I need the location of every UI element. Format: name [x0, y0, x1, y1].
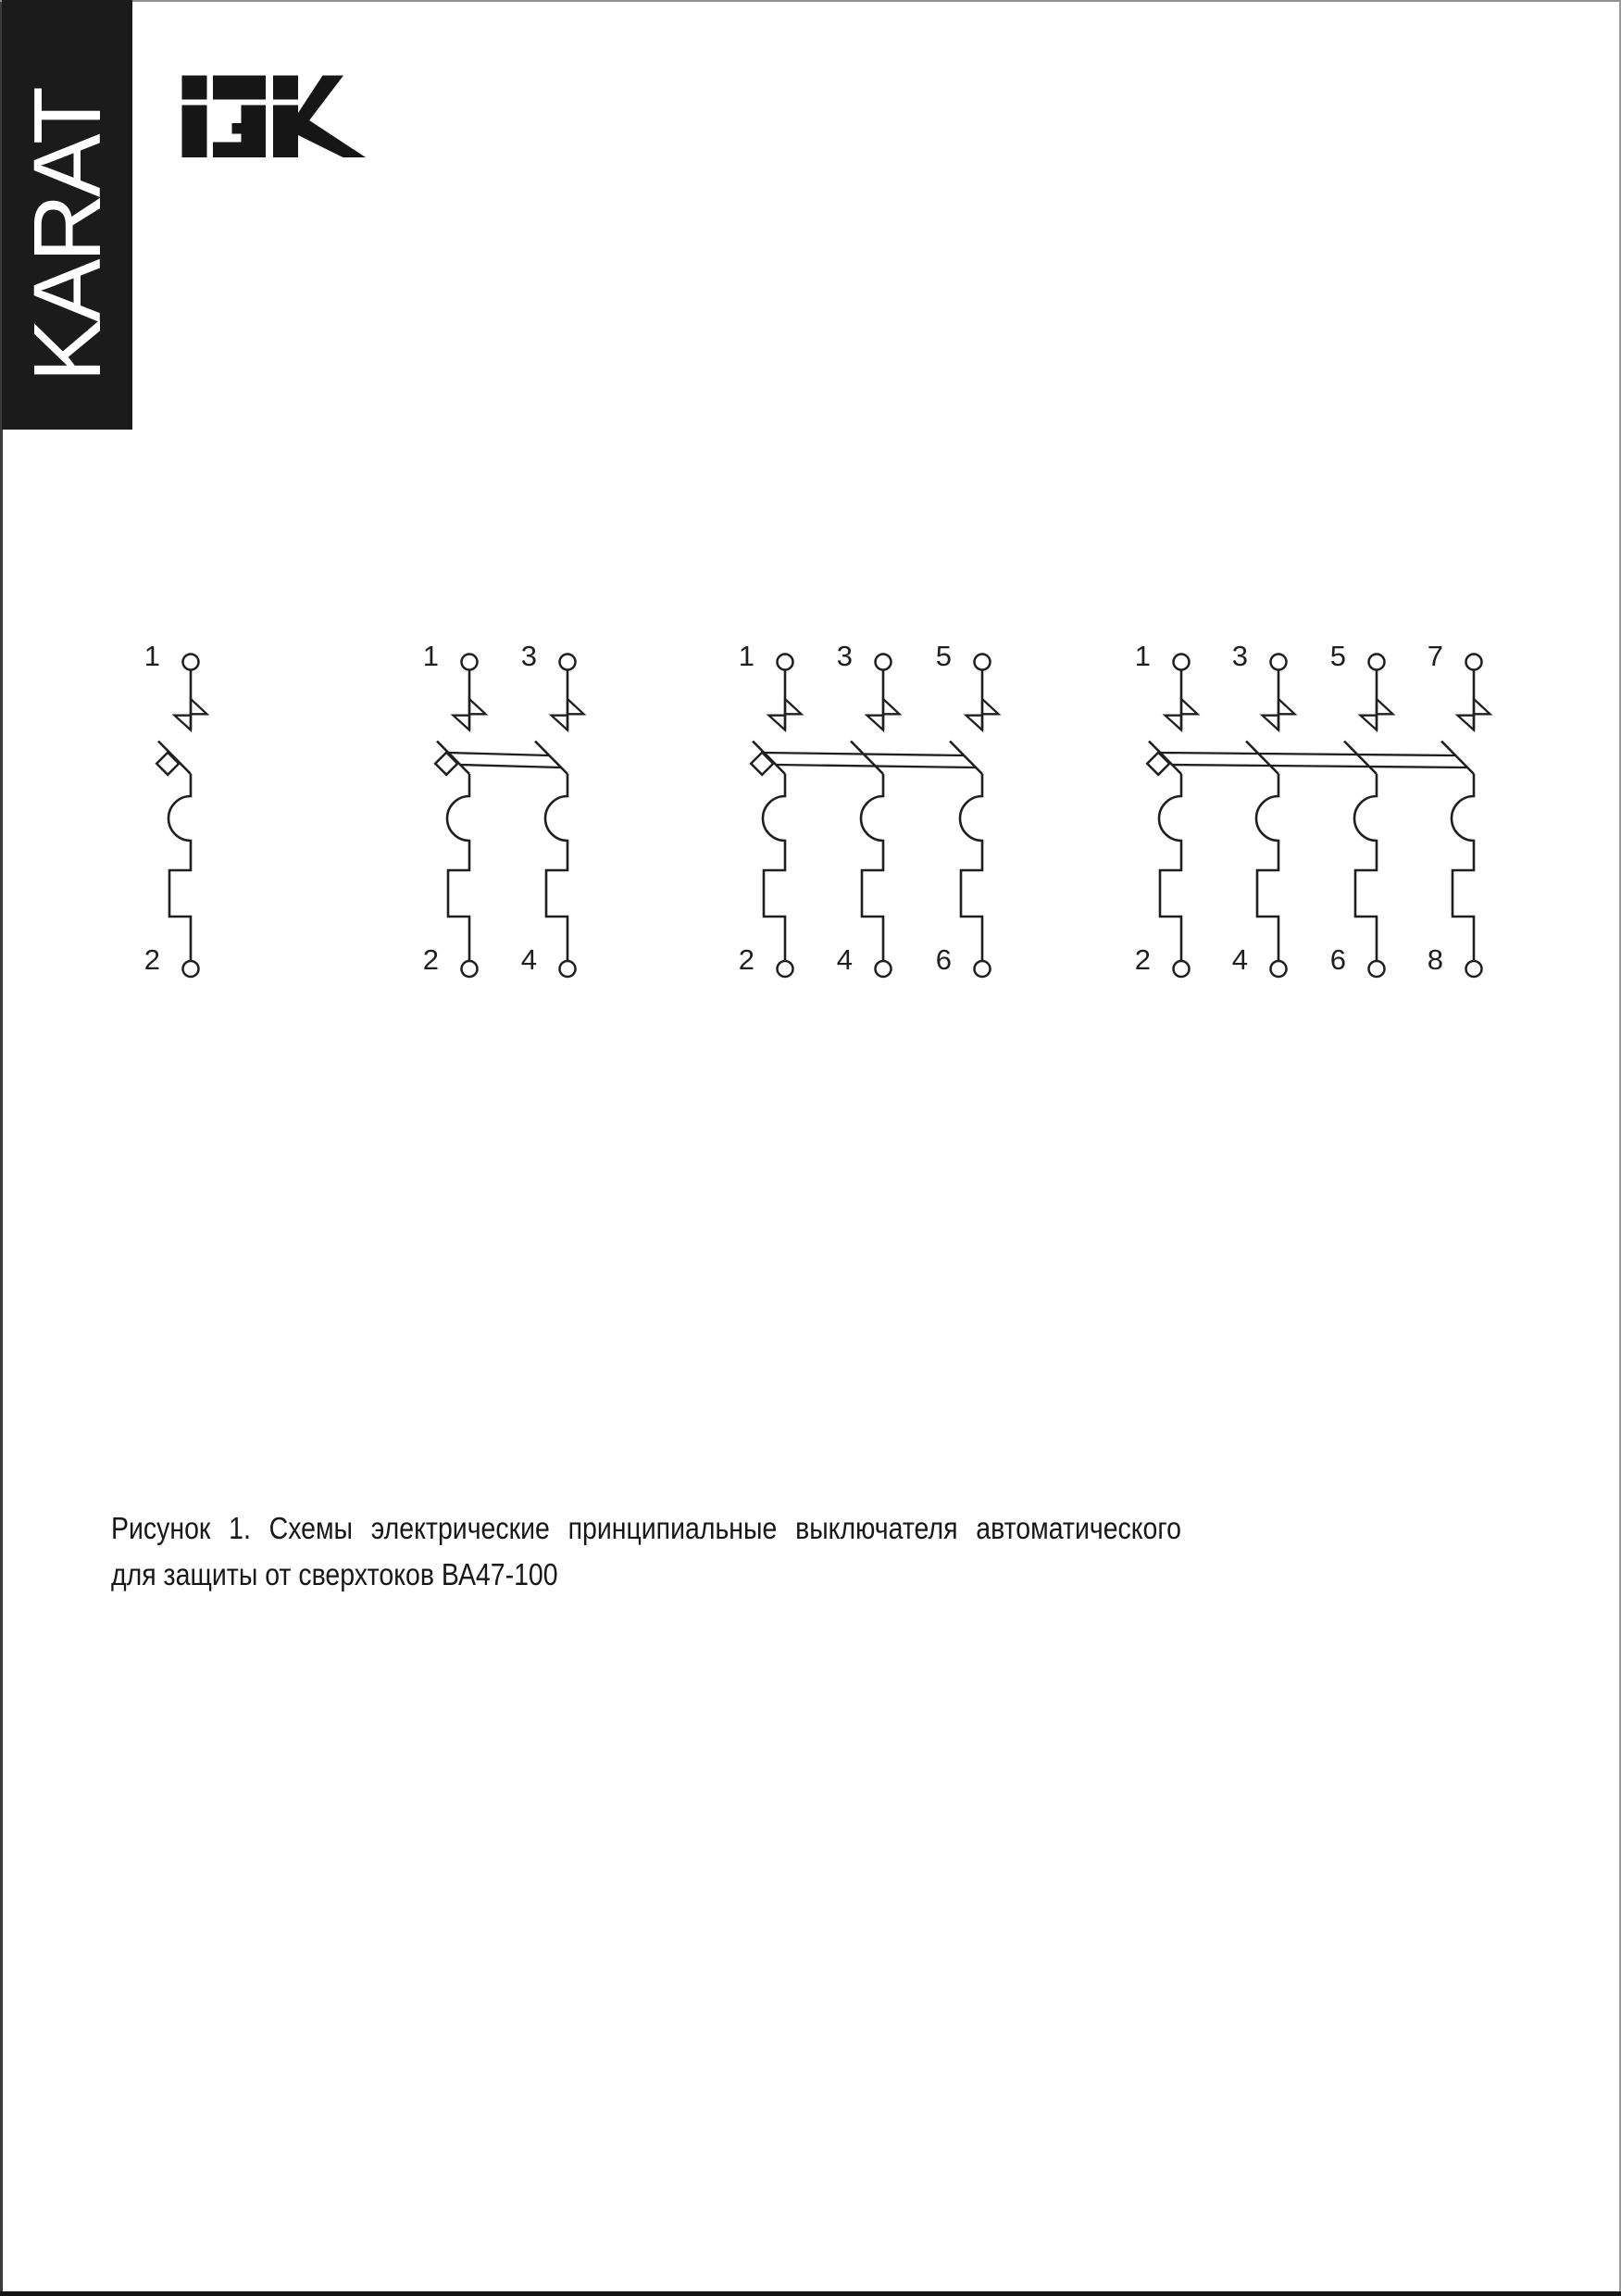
top-terminal-circle: [778, 655, 793, 670]
page-edge-top: [0, 0, 1621, 2]
logo-e-mid: [232, 123, 243, 134]
release-arrow-upper-triangle: [191, 699, 207, 714]
figure-caption-line1: Рисунок 1. Схемы электрические принципиальные выключателя автоматического: [111, 1512, 1181, 1546]
bottom-terminal-label: 6: [935, 943, 952, 976]
release-arrow-lower-triangle: [552, 716, 568, 730]
release-arrow-upper-triangle: [1377, 699, 1393, 714]
pole-body-coil-and-thermal: [1256, 774, 1278, 961]
release-arrow-lower-triangle: [1263, 716, 1279, 730]
auto-release-square: [751, 753, 773, 775]
release-arrow-upper-triangle: [1474, 699, 1490, 714]
top-terminal-label: 5: [1329, 640, 1346, 672]
linkage-bar-upper: [1160, 753, 1455, 755]
bottom-terminal-label: 4: [836, 943, 853, 976]
bottom-terminal-circle: [560, 961, 576, 977]
figure-caption-line2: для защиты от сверхтоков ВА47-100: [111, 1558, 558, 1592]
top-terminal-circle: [560, 655, 576, 670]
pole: [739, 640, 802, 977]
pole-body-coil-and-thermal: [1159, 774, 1181, 961]
bottom-terminal-label: 2: [1134, 943, 1151, 976]
logo-e-top: [213, 76, 266, 100]
top-terminal-label: 5: [935, 640, 952, 672]
diagram-1-pole: [144, 640, 207, 977]
pole-body-coil-and-thermal: [861, 774, 883, 961]
auto-release-square: [1147, 753, 1169, 775]
pole: [1135, 640, 1198, 977]
pole-body-coil-and-thermal: [447, 774, 469, 961]
release-arrow-upper-triangle: [982, 699, 999, 714]
karat-banner: [2, 0, 132, 430]
logo-i-dot: [182, 76, 207, 100]
release-arrow-upper-triangle: [469, 699, 486, 714]
switch-blade: [535, 742, 567, 775]
top-terminal-label: 1: [1134, 640, 1151, 672]
pole: [837, 640, 900, 977]
release-arrow-lower-triangle: [1166, 716, 1182, 730]
page-edge-bottom: [0, 2291, 1621, 2296]
diagram-4-pole: [1135, 640, 1490, 977]
bottom-terminal-circle: [1466, 961, 1482, 977]
top-terminal-circle: [462, 655, 478, 670]
bottom-terminal-circle: [1369, 961, 1385, 977]
logo-i-stem: [182, 106, 207, 158]
switch-blade: [851, 742, 883, 775]
top-terminal-circle: [975, 655, 991, 670]
release-arrow-upper-triangle: [1181, 699, 1198, 714]
release-arrow-lower-triangle: [454, 716, 470, 730]
bottom-terminal-label: 4: [1231, 943, 1248, 976]
breaker-schematics-figure: [83, 630, 1583, 1000]
top-terminal-label: 3: [1231, 640, 1248, 672]
top-terminal-circle: [1466, 655, 1482, 670]
pole: [144, 640, 207, 977]
release-arrow-upper-triangle: [567, 699, 584, 714]
top-terminal-label: 7: [1427, 640, 1443, 672]
release-arrow-upper-triangle: [785, 699, 802, 714]
bottom-terminal-label: 2: [422, 943, 439, 976]
linkage-bar-lower: [460, 765, 561, 767]
pole-body-coil-and-thermal: [1354, 774, 1377, 961]
pole-body-coil-and-thermal: [168, 774, 191, 961]
switch-blade: [1246, 742, 1278, 775]
bottom-terminal-circle: [1174, 961, 1190, 977]
pole: [521, 640, 584, 977]
release-arrow-lower-triangle: [867, 716, 884, 730]
top-terminal-circle: [183, 655, 199, 670]
bottom-terminal-label: 8: [1427, 943, 1443, 976]
top-terminal-label: 1: [422, 640, 439, 672]
linkage-bar-lower: [1172, 765, 1467, 767]
logo-k-top: [273, 76, 298, 100]
bottom-terminal-label: 2: [738, 943, 754, 976]
pole: [423, 640, 486, 977]
iek-logo-glyphs: [182, 76, 367, 158]
pole-body-coil-and-thermal: [960, 774, 982, 961]
pole-body-coil-and-thermal: [763, 774, 785, 961]
iek-logo: [171, 65, 366, 162]
top-terminal-label: 3: [836, 640, 853, 672]
auto-release-square: [435, 753, 457, 775]
bottom-terminal-circle: [975, 961, 991, 977]
release-arrow-lower-triangle: [175, 716, 192, 730]
logo-e-bottom: [213, 143, 266, 158]
release-arrow-lower-triangle: [966, 716, 983, 730]
release-arrow-lower-triangle: [1361, 716, 1378, 730]
pole-body-coil-and-thermal: [1452, 774, 1474, 961]
pole: [1428, 640, 1490, 977]
bottom-terminal-circle: [778, 961, 793, 977]
top-terminal-label: 1: [738, 640, 754, 672]
diagram-3-pole: [739, 640, 999, 977]
pole: [1232, 640, 1295, 977]
pole-body-coil-and-thermal: [545, 774, 567, 961]
bottom-terminal-circle: [183, 961, 199, 977]
pole: [936, 640, 999, 977]
top-terminal-label: 1: [143, 640, 160, 672]
bottom-terminal-circle: [1271, 961, 1287, 977]
switch-blade: [950, 742, 982, 775]
release-arrow-upper-triangle: [883, 699, 900, 714]
switch-blade: [1441, 742, 1474, 775]
bottom-terminal-circle: [462, 961, 478, 977]
release-arrow-upper-triangle: [1278, 699, 1295, 714]
release-arrow-lower-triangle: [769, 716, 786, 730]
bottom-terminal-label: 4: [520, 943, 537, 976]
bottom-terminal-circle: [876, 961, 892, 977]
linkage-bar-upper: [448, 753, 549, 755]
top-terminal-circle: [876, 655, 892, 670]
auto-release-square: [156, 753, 179, 775]
top-terminal-circle: [1369, 655, 1385, 670]
top-terminal-label: 3: [520, 640, 537, 672]
bottom-terminal-label: 6: [1329, 943, 1346, 976]
figure-caption: [111, 1506, 1181, 1599]
logo-k-stem: [273, 106, 298, 158]
switch-blade: [1344, 742, 1377, 775]
diagram-2-pole: [423, 640, 584, 977]
karat-banner-label: KARAT: [14, 90, 120, 382]
top-terminal-circle: [1174, 655, 1190, 670]
top-terminal-circle: [1271, 655, 1287, 670]
release-arrow-lower-triangle: [1458, 716, 1475, 730]
pole: [1330, 640, 1393, 977]
bottom-terminal-label: 2: [143, 943, 160, 976]
